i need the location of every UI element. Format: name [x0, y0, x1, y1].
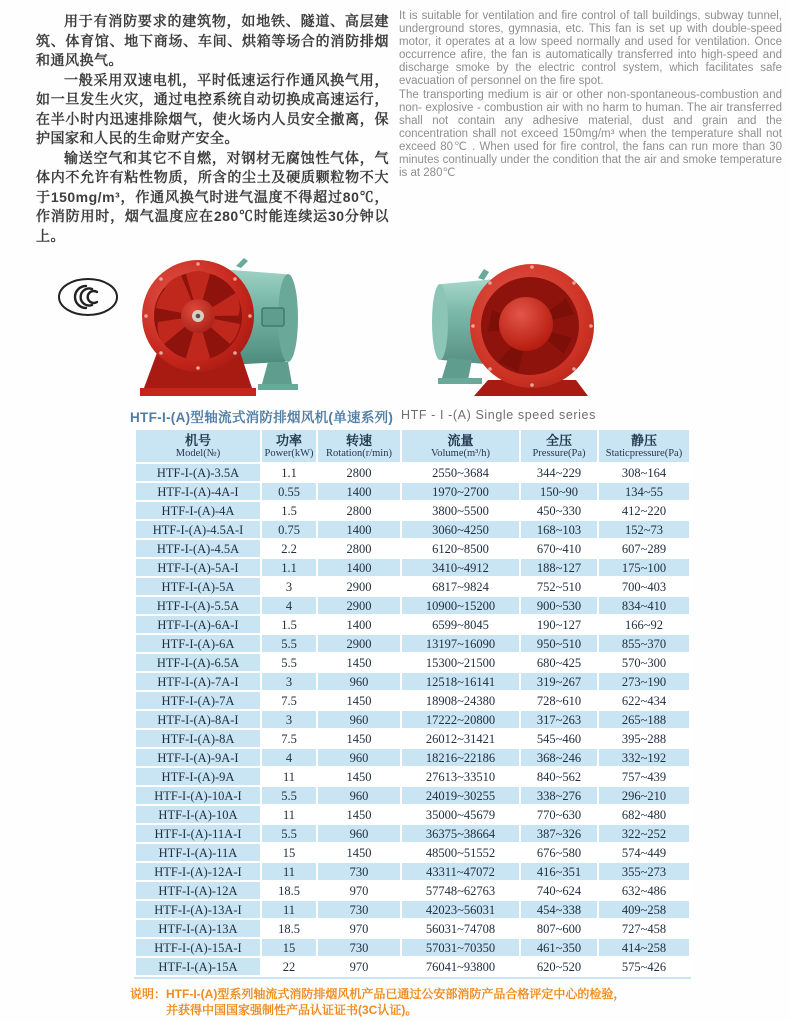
cell-power: 18.5: [262, 882, 316, 899]
cell-rotation: 1450: [318, 806, 400, 823]
cell-static: 395~288: [599, 730, 689, 747]
cell-model: HTF-I-(A)-6A: [136, 635, 260, 652]
cell-volume: 2550~3684: [402, 464, 519, 481]
cell-pressure: 752~510: [521, 578, 597, 595]
cell-power: 11: [262, 806, 316, 823]
cell-model: HTF-I-(A)-10A-I: [136, 787, 260, 804]
table-row: [136, 958, 689, 975]
cell-model: HTF-I-(A)-4.5A: [136, 540, 260, 557]
fan-outlet-photo: [426, 254, 604, 406]
table-row: [136, 939, 689, 956]
cell-power: 1.1: [262, 559, 316, 576]
cell-pressure: 728~610: [521, 692, 597, 709]
cell-model: HTF-I-(A)-5.5A: [136, 597, 260, 614]
cell-model: HTF-I-(A)-6.5A: [136, 654, 260, 671]
cell-rotation: 1400: [318, 559, 400, 576]
header-static: [599, 430, 689, 462]
table-row: [136, 787, 689, 804]
header-pressure-en: Pressure(Pa): [532, 448, 586, 459]
table-row: [136, 806, 689, 823]
chinese-intro: [36, 12, 389, 246]
spec-table-container: [134, 428, 691, 979]
cell-static: 134~55: [599, 483, 689, 500]
header-rotation-en: Rotation(r/min): [326, 448, 392, 459]
cell-static: 607~289: [599, 540, 689, 557]
cell-model: HTF-I-(A)-12A-I: [136, 863, 260, 880]
cell-power: 3: [262, 578, 316, 595]
cell-volume: 48500~51552: [402, 844, 519, 861]
cell-model: HTF-I-(A)-9A: [136, 768, 260, 785]
en-paragraph-2: The transporting medium is air or other non-spontaneous-combustion and non- explosive - combustion air with no harm to human. The air transferred shall not contain any adhesive material, dust and grain and the concentration shall not exceed 150mg/m³ when the temperature shall not exceed 80℃ . When used for fire control, the fans can run more than 30 minutes continually under the condition that the air and smoke temperature is at 280℃: [399, 88, 782, 180]
cell-volume: 57031~70350: [402, 939, 519, 956]
table-row: [136, 502, 689, 519]
cell-power: 1.5: [262, 502, 316, 519]
cell-static: 855~370: [599, 635, 689, 652]
cell-power: 3: [262, 711, 316, 728]
cell-power: 5.5: [262, 825, 316, 842]
cell-model: HTF-I-(A)-13A: [136, 920, 260, 937]
table-row: [136, 768, 689, 785]
table-row: [136, 673, 689, 690]
cell-rotation: 1400: [318, 483, 400, 500]
fan-inlet-photo: [136, 252, 308, 404]
header-power-en: Power(kW): [264, 448, 314, 459]
note-line-1: HTF-I-(A)型系列轴流式消防排烟风机产品已通过公安部消防产品合格评定中心的检验，: [166, 987, 626, 1001]
cell-volume: 3060~4250: [402, 521, 519, 538]
cell-model: HTF-I-(A)-15A-I: [136, 939, 260, 956]
cell-rotation: 1450: [318, 654, 400, 671]
cell-rotation: 730: [318, 939, 400, 956]
cell-rotation: 960: [318, 787, 400, 804]
cell-pressure: 338~276: [521, 787, 597, 804]
cell-volume: 35000~45679: [402, 806, 519, 823]
note-label: 说明：: [130, 987, 167, 1001]
cell-model: HTF-I-(A)-13A-I: [136, 901, 260, 918]
cn-paragraph-2: 一般采用双速电机，平时低速运行作通风换气用，如一旦发生火灾，通过电控系统自动切换成高速运行，在半小时内迅速排除烟气，使火场内人员安全撤离，保护国家和人民的生命财产安全。: [36, 71, 389, 146]
cell-power: 7.5: [262, 692, 316, 709]
en-paragraph-1: It is suitable for ventilation and fire control of tall buildings, subway tunnel, underground stores, gymnasia, etc. This fan is set up with double-speed motor, it operates at a low speed normally and used for ventilation. Once occurrence afire, the fan is automatically transferred into high-speed and discharge smoke by the electric control system, which facilitates safe evacuation of personnel on the fire spot.: [399, 10, 782, 88]
cell-rotation: 960: [318, 825, 400, 842]
cell-pressure: 461~350: [521, 939, 597, 956]
cell-rotation: 730: [318, 901, 400, 918]
cell-rotation: 2900: [318, 597, 400, 614]
table-row: [136, 654, 689, 671]
cell-rotation: 970: [318, 920, 400, 937]
header-rotation: [318, 430, 400, 462]
cell-volume: 13197~16090: [402, 635, 519, 652]
table-row: [136, 464, 689, 481]
header-pressure-cn: 全压: [545, 433, 572, 448]
cell-model: HTF-I-(A)-15A: [136, 958, 260, 975]
header-volume: [402, 430, 519, 462]
header-model: [136, 430, 260, 462]
table-row: [136, 559, 689, 576]
cell-pressure: 900~530: [521, 597, 597, 614]
cell-rotation: 2900: [318, 635, 400, 652]
cell-volume: 18908~24380: [402, 692, 519, 709]
table-row: [136, 616, 689, 633]
cell-volume: 6599~8045: [402, 616, 519, 633]
cell-rotation: 960: [318, 749, 400, 766]
note-line-2: 并获得中国国家强制性产品认证证书(3C认证)。: [166, 1002, 418, 1017]
cell-power: 7.5: [262, 730, 316, 747]
cell-static: 622~434: [599, 692, 689, 709]
header-model-en: Model(№): [175, 448, 221, 459]
cell-model: HTF-I-(A)-10A: [136, 806, 260, 823]
cell-model: HTF-I-(A)-6A-I: [136, 616, 260, 633]
cell-pressure: 680~425: [521, 654, 597, 671]
table-row: [136, 730, 689, 747]
cell-static: 166~92: [599, 616, 689, 633]
cell-static: 175~100: [599, 559, 689, 576]
table-row: [136, 825, 689, 842]
cell-volume: 42023~56031: [402, 901, 519, 918]
cell-volume: 76041~93800: [402, 958, 519, 975]
cell-volume: 56031~74708: [402, 920, 519, 937]
table-row: [136, 901, 689, 918]
cell-rotation: 1450: [318, 730, 400, 747]
cell-rotation: 730: [318, 863, 400, 880]
cell-pressure: 150~90: [521, 483, 597, 500]
cell-rotation: 970: [318, 958, 400, 975]
cell-power: 5.5: [262, 787, 316, 804]
cell-pressure: 676~580: [521, 844, 597, 861]
cell-model: HTF-I-(A)-5A-I: [136, 559, 260, 576]
cell-pressure: 620~520: [521, 958, 597, 975]
cell-model: HTF-I-(A)-11A: [136, 844, 260, 861]
cell-static: 632~486: [599, 882, 689, 899]
header-volume-en: Volume(m³/h): [431, 448, 490, 459]
cell-pressure: 450~330: [521, 502, 597, 519]
cell-model: HTF-I-(A)-7A: [136, 692, 260, 709]
cell-model: HTF-I-(A)-8A-I: [136, 711, 260, 728]
cn-paragraph-1: 用于有消防要求的建筑物，如地铁、隧道、高层建筑、体育馆、地下商场、车间、烘箱等场合的消防排烟和通风换气。: [36, 13, 389, 68]
cell-volume: 6817~9824: [402, 578, 519, 595]
cell-power: 1.5: [262, 616, 316, 633]
cell-static: 322~252: [599, 825, 689, 842]
cell-rotation: 2800: [318, 464, 400, 481]
cell-power: 15: [262, 844, 316, 861]
table-row: [136, 711, 689, 728]
table-row: [136, 920, 689, 937]
ccc-certification-icon: [56, 276, 120, 318]
spec-table: [134, 428, 691, 979]
cell-volume: 36375~38664: [402, 825, 519, 842]
cell-rotation: 1450: [318, 844, 400, 861]
cell-pressure: 770~630: [521, 806, 597, 823]
cell-power: 11: [262, 768, 316, 785]
cell-static: 273~190: [599, 673, 689, 690]
cell-model: HTF-I-(A)-8A: [136, 730, 260, 747]
table-row: [136, 597, 689, 614]
cell-rotation: 970: [318, 882, 400, 899]
cell-static: 296~210: [599, 787, 689, 804]
header-model-cn: 机号: [184, 433, 211, 448]
cell-power: 15: [262, 939, 316, 956]
cell-model: HTF-I-(A)-7A-I: [136, 673, 260, 690]
cell-power: 5.5: [262, 635, 316, 652]
cell-static: 355~273: [599, 863, 689, 880]
cell-power: 1.1: [262, 464, 316, 481]
cell-pressure: 344~229: [521, 464, 597, 481]
cell-rotation: 1450: [318, 768, 400, 785]
cell-volume: 3410~4912: [402, 559, 519, 576]
cell-volume: 3800~5500: [402, 502, 519, 519]
cell-static: 570~300: [599, 654, 689, 671]
cell-static: 308~164: [599, 464, 689, 481]
cell-pressure: 188~127: [521, 559, 597, 576]
table-row: [136, 635, 689, 652]
cell-model: HTF-I-(A)-5A: [136, 578, 260, 595]
table-row: [136, 540, 689, 557]
cell-model: HTF-I-(A)-4.5A-I: [136, 521, 260, 538]
cell-power: 18.5: [262, 920, 316, 937]
cell-power: 11: [262, 901, 316, 918]
cell-pressure: 319~267: [521, 673, 597, 690]
table-row: [136, 844, 689, 861]
cell-pressure: 317~263: [521, 711, 597, 728]
cell-static: 574~449: [599, 844, 689, 861]
cell-rotation: 1450: [318, 692, 400, 709]
table-title-english: HTF - I -(A) Single speed series: [401, 408, 596, 422]
table-header-row: [136, 430, 689, 462]
cell-volume: 43311~47072: [402, 863, 519, 880]
cell-pressure: 950~510: [521, 635, 597, 652]
cell-rotation: 960: [318, 711, 400, 728]
cell-volume: 10900~15200: [402, 597, 519, 614]
cell-power: 3: [262, 673, 316, 690]
cell-volume: 18216~22186: [402, 749, 519, 766]
header-rotation-cn: 转速: [345, 433, 372, 448]
cell-rotation: 2800: [318, 502, 400, 519]
header-power-cn: 功率: [275, 433, 302, 448]
cell-volume: 15300~21500: [402, 654, 519, 671]
table-row: [136, 483, 689, 500]
cell-static: 152~73: [599, 521, 689, 538]
english-intro: [399, 10, 782, 180]
cell-static: 409~258: [599, 901, 689, 918]
cell-power: 22: [262, 958, 316, 975]
cell-static: 575~426: [599, 958, 689, 975]
table-row: [136, 863, 689, 880]
note-text: [166, 987, 705, 1018]
header-static-cn: 静压: [630, 433, 657, 448]
cell-pressure: 807~600: [521, 920, 597, 937]
cell-model: HTF-I-(A)-11A-I: [136, 825, 260, 842]
table-title-chinese: HTF-I-(A)型轴流式消防排烟风机(单速系列): [130, 410, 394, 425]
cell-static: 265~188: [599, 711, 689, 728]
cell-model: HTF-I-(A)-4A: [136, 502, 260, 519]
cell-volume: 57748~62763: [402, 882, 519, 899]
table-row: [136, 521, 689, 538]
cell-pressure: 168~103: [521, 521, 597, 538]
cell-volume: 24019~30255: [402, 787, 519, 804]
cell-static: 682~480: [599, 806, 689, 823]
table-row: [136, 882, 689, 899]
cell-static: 332~192: [599, 749, 689, 766]
cell-pressure: 190~127: [521, 616, 597, 633]
header-pressure: [521, 430, 597, 462]
cell-volume: 12518~16141: [402, 673, 519, 690]
cell-power: 4: [262, 749, 316, 766]
cell-rotation: 960: [318, 673, 400, 690]
cell-rotation: 1400: [318, 616, 400, 633]
cell-pressure: 670~410: [521, 540, 597, 557]
cell-static: 757~439: [599, 768, 689, 785]
cell-volume: 6120~8500: [402, 540, 519, 557]
header-static-en: Staticpressure(Pa): [605, 448, 683, 459]
cell-volume: 1970~2700: [402, 483, 519, 500]
cell-model: HTF-I-(A)-12A: [136, 882, 260, 899]
cell-static: 834~410: [599, 597, 689, 614]
cell-pressure: 368~246: [521, 749, 597, 766]
cell-volume: 27613~33510: [402, 768, 519, 785]
cell-rotation: 2900: [318, 578, 400, 595]
cell-volume: 17222~20800: [402, 711, 519, 728]
cell-static: 700~403: [599, 578, 689, 595]
cell-model: HTF-I-(A)-9A-I: [136, 749, 260, 766]
table-row: [136, 692, 689, 709]
cell-power: 11: [262, 863, 316, 880]
cell-static: 412~220: [599, 502, 689, 519]
cell-pressure: 545~460: [521, 730, 597, 747]
cn-paragraph-3: 输送空气和其它不自燃，对钢材无腐蚀性气体，气体内不允许有粘性物质，所含的尘土及硬质颗粒物不大于150mg/m³，作通风换气时进气温度不得超过80℃，作消防用时，烟气温度应在280℃时能连续运30分钟以上。: [36, 149, 389, 244]
cell-pressure: 387~326: [521, 825, 597, 842]
cell-static: 727~458: [599, 920, 689, 937]
cell-static: 414~258: [599, 939, 689, 956]
cell-model: HTF-I-(A)-3.5A: [136, 464, 260, 481]
cell-power: 4: [262, 597, 316, 614]
table-row: [136, 749, 689, 766]
cell-power: 0.75: [262, 521, 316, 538]
cell-pressure: 454~338: [521, 901, 597, 918]
cell-rotation: 2800: [318, 540, 400, 557]
cell-volume: 26012~31421: [402, 730, 519, 747]
spec-table-body: [136, 464, 689, 975]
cell-model: HTF-I-(A)-4A-I: [136, 483, 260, 500]
cell-rotation: 1400: [318, 521, 400, 538]
cell-pressure: 740~624: [521, 882, 597, 899]
cell-power: 5.5: [262, 654, 316, 671]
header-volume-cn: 流量: [447, 433, 474, 448]
cell-pressure: 416~351: [521, 863, 597, 880]
header-power: [262, 430, 316, 462]
cell-pressure: 840~562: [521, 768, 597, 785]
cell-power: 2.2: [262, 540, 316, 557]
table-row: [136, 578, 689, 595]
cell-power: 0.55: [262, 483, 316, 500]
certification-note: [130, 987, 705, 1018]
